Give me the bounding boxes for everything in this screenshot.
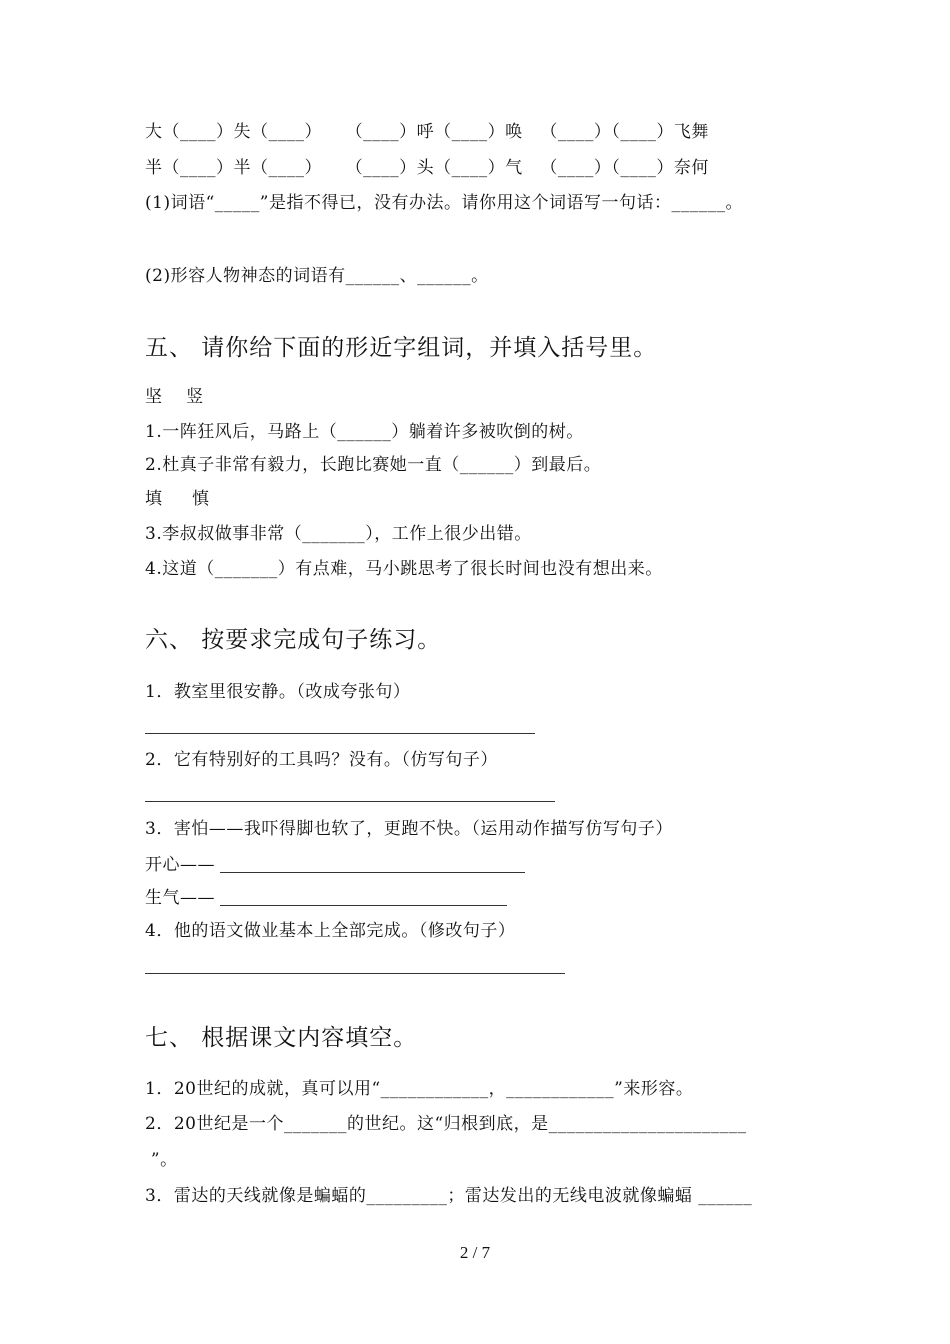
question-6-1: 1．教室里很安静。（改成夸张句）: [145, 682, 411, 702]
question-6-2: 2．它有特别好的工具吗？没有。（仿写句子）: [145, 750, 498, 770]
answer-line-6-4[interactable]: [145, 973, 565, 974]
question-7-2-end: ”。: [145, 1150, 178, 1170]
question-7-3: 3．雷达的天线就像是蝙蝠的_________；雷达发出的无线电波就像蝙蝠 ______: [145, 1186, 753, 1206]
idiom-fill-row-1: 大（____）失（____） （____）呼（____）唤 （____）（____）飞舞: [145, 122, 709, 142]
question-7-1: 1．20世纪的成就，真可以用“____________，____________”来形容。: [145, 1079, 694, 1099]
sentence-5-3: 3.李叔叔做事非常（_______），工作上很少出错。: [145, 524, 532, 544]
char-pair-2: 填 慎: [145, 489, 210, 509]
answer-line-happy[interactable]: [220, 872, 525, 873]
answer-line-angry[interactable]: [220, 905, 507, 906]
sentence-5-4: 4.这道（_______）有点难，马小跳思考了很长时间也没有想出来。: [145, 559, 663, 579]
prompt-angry: 生气——: [145, 888, 215, 908]
question-7-2: 2．20世纪是一个_______的世纪。这“归根到底，是______________________: [145, 1114, 747, 1134]
section-6-heading: 六、 按要求完成句子练习。: [145, 627, 442, 653]
idiom-fill-row-2: 半（____）半（____） （____）头（____）气 （____）（____）奈何: [145, 158, 709, 178]
answer-line-6-1[interactable]: [145, 733, 535, 734]
answer-line-6-2[interactable]: [145, 801, 555, 802]
section-7-heading: 七、 根据课文内容填空。: [145, 1025, 418, 1051]
question-4-1: (1)词语“_____”是指不得已，没有办法。请你用这个词语写一句话：______。: [145, 193, 743, 213]
section-5-heading: 五、 请你给下面的形近字组词，并填入括号里。: [145, 335, 658, 361]
sentence-5-2: 2.杜真子非常有毅力，长跑比赛她一直（______）到最后。: [145, 455, 602, 475]
question-6-4: 4．他的语文做业基本上全部完成。（修改句子）: [145, 921, 516, 941]
char-pair-1: 坚 竖: [145, 387, 204, 407]
prompt-happy: 开心——: [145, 855, 215, 875]
question-4-2: (2)形容人物神态的词语有______、______。: [145, 266, 489, 286]
question-6-3: 3．害怕——我吓得脚也软了，更跑不快。（运用动作描写仿写句子）: [145, 819, 673, 839]
page-number: 2 / 7: [459, 1243, 491, 1262]
sentence-5-1: 1.一阵狂风后，马路上（______）躺着许多被吹倒的树。: [145, 422, 584, 442]
